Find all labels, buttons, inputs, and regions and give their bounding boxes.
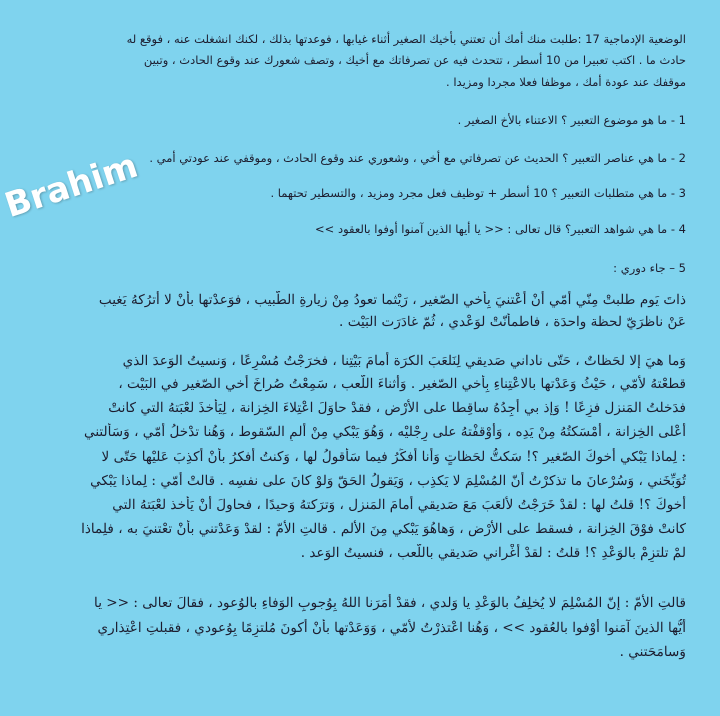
essay-p1-line-2: عَنْ ناظرَيّ لحظة واحدَة ، فاطمأنّتْ لوَعْدي ، ثُمّ غادَرَت البَيْت . bbox=[339, 314, 686, 330]
essay-p2-line-3: فدَخلتُ المَنزل فزِعًا ! وَإذ بي أجِدُهُ ساقِطا على الأرْض ، فقدْ حاوَلَ اعْتِلاءَ الخِزانة ، لِيَأخذَ لعْبَتهُ التي كانتْ bbox=[108, 400, 686, 416]
prompt-line-1: الوضعية الإدماجية 17 :طلبت منك أمك أن تعتني بأخيك الصغير أثناء غيابها ، فوعدتها بذلك ، لكنك انشغلت عنه ، فوقع له bbox=[126, 32, 686, 46]
watermark-text: Brahim bbox=[0, 145, 143, 227]
question-4: 4 - ما هي شواهد التعبير؟ قال تعالى : << يا أيها الذين آمنوا أوفوا بالعقود >> bbox=[315, 222, 686, 236]
essay-p3-line-1: قالتِ الأمّ : إنّ المُسْلِمَ لا يُخلِفُ بالوَعْدِ يا وَلدي ، فقدْ أمَرَنا اللهُ بِوُجوبِ الوَفاءِ بالوُعود ، فقالَ تعالى : << يا bbox=[94, 595, 686, 611]
essay-p2-line-8: كانتْ فوْقَ الخِزانة ، فسقط على الأرْض ، وَهاهُوَ يَبْكي مِنَ الألم . قالتِ الأمّ : لقدْ وَعَدْتني بأنْ تعْتنيَ به ، فلِماذا bbox=[81, 521, 686, 537]
question-5: 5 – جاء دوري : bbox=[613, 261, 686, 275]
essay-p1-line-1: ذاتَ يَوم طلبتْ مِنّي أمّي أنْ أعْتنيَ بِأخي الصّغير ، رَيْثما تعودُ مِنْ زيارةِ الطّبيب ، فوَعدْتها بأنْ لا أترُكهُ يَغيب bbox=[98, 292, 686, 308]
question-1: 1 - ما هو موضوع التعبير ؟ الاعتناء بالأخ الصغير . bbox=[457, 113, 686, 127]
essay-p2-line-9: لمْ تلتزِمْ بالوَعْدِ ؟! قلتُ : لقدْ أغْراني صَديقي باللّعب ، فنسيتُ الوَعد . bbox=[300, 545, 686, 561]
essay-p2-line-5: : لِماذا يَبْكي أخوكَ الصّغير ؟! سَكتُّ لحَظاتٍ وَأنا أفكِّرُ فيما سَأقولُ لها ، وَكنتُ أفكرُ بأنْ أكذِبَ عَليْها حَتّى لا bbox=[101, 449, 686, 465]
essay-p2-line-2: قطعْتهُ لأمّي ، حَيْثُ وَعَدْتها بالاعْتِناءِ بِأخي الصّغير . وَأثناءَ اللّعب ، سَمِعْتُ صُراخَ أخي الصّغير في البَيْت ، bbox=[118, 376, 686, 392]
question-3: 3 - ما هي متطلبات التعبير ؟ 10 أسطر + توظيف فعل مجرد ومزيد ، والتسطير تحتهما . bbox=[270, 186, 686, 200]
essay-p2-line-4: أعْلى الخِزانة ، أمْسَكتُهُ مِنْ يَدِه ، وَأوْقفْتهُ على رِجْليْه ، وَهُوَ يَبْكي مِنْ ألمِ السّقوط ، وَهُنا تدْخلُ أمّي ، وَسَألتني bbox=[83, 424, 686, 440]
essay-p3-line-3: وَسامَحَتني . bbox=[619, 644, 686, 660]
essay-p2-line-7: أخوكَ ؟! قلتُ لها : لقدْ خَرَجْتُ لألعَبَ مَعَ صَديقي أمامَ المَنزل ، وَترَكتهُ وَحيدًا ، فحاولَ أنْ يَأخذ لعْبَتهُ التي bbox=[112, 497, 686, 513]
question-2: 2 - ما هي عناصر التعبير ؟ الحديث عن تصرفاتي مع أخي ، وشعوري عند وقوع الحادث ، وموقفي عند عودتي أمي . bbox=[149, 151, 686, 165]
essay-p3-line-2: أيُّها الذينَ آمَنوا أوْفوا بالعُقود >> ، وَهُنا اعْتذرْتُ لأمّي ، وَوَعَدْتها بأنْ أكونَ مُلتزِمًا بِوُعودي ، فقبلتِ اعْتِذاري bbox=[97, 620, 686, 636]
prompt-line-2: حادث ما . اكتب تعبيرا من 10 أسطر ، تتحدث فيه عن تصرفاتك مع أخيك ، وتصف شعورك عند وقوع الحادث ، وتبين bbox=[143, 53, 686, 67]
prompt-line-3: موقفك عند عودة أمك ، موظفا فعلا مجردا ومزيدا . bbox=[446, 75, 686, 89]
essay-p2-line-1: وَما هيَ إلا لحَظاتٌ ، حَتّى ناداني صَديقي لِنَلعَبَ الكرَة أمامَ بَيْتِنا ، فخرَجْتُ مُسْرِعًا ، وَنسيتُ الوَعدَ الذي bbox=[122, 353, 686, 369]
essay-p2-line-6: تُوَبِّخَني ، وَسُرْعانَ ما تذكرْتُ أنّ المُسْلِمَ لا يَكذِب ، وَيَقولُ الحَقّ وَلوْ كانَ على نفسِه . قالتْ أمّي : لِماذا يَبْكي bbox=[90, 473, 686, 489]
